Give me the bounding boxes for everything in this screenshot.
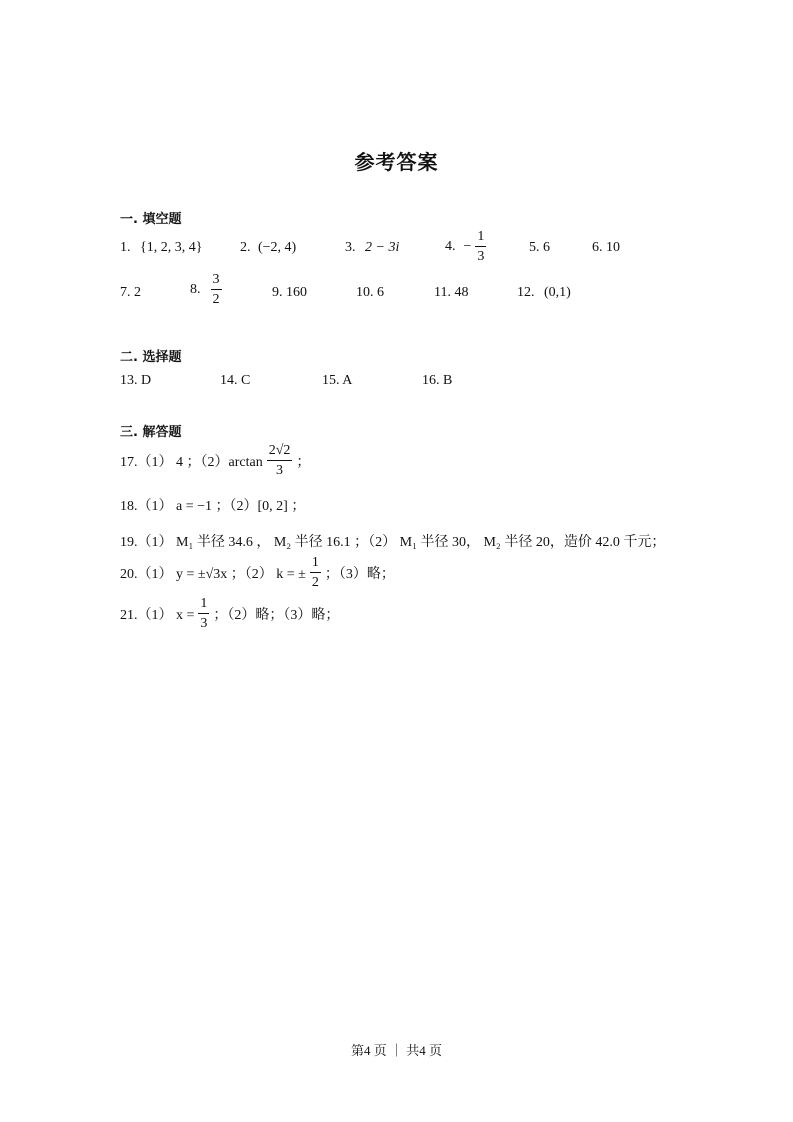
answer-3-number: 3. [345,240,356,255]
answer-4-fraction [475,230,486,264]
answer-12-value: (0,1) [544,285,571,300]
answer-2 [240,240,296,256]
solution-19: 19.（1） M₁ 半径 34.6 ， M₂ 半径 16.1 ；（2） M₁ 半径 30， M₂ 半径 20，造价 42.0 千元； [120,535,666,550]
answer-13: 13. D [120,373,152,388]
answer-12 [517,285,571,301]
answer-15: 15. A [322,373,353,388]
answer-16: 16. B [422,373,453,388]
answer-4 [445,230,488,264]
answer-4-denominator: 3 [477,249,485,264]
answer-3 [345,240,399,256]
solution-20 [120,556,395,590]
section-heading-fill: 一. 填空题 [120,212,182,227]
solution-20-text: 20.（1） y = ±√3x ；（2） k = ± [120,567,306,582]
page-footer: 第4 页 ｜ 共4 页 [350,1043,442,1058]
solution-17-denominator: 3 [276,463,284,478]
solution-21-denominator: 3 [200,616,208,631]
solution-17-numerator: 2√2 [267,444,293,461]
answer-8-numerator: 3 [211,273,222,290]
solution-18: 18.（1） a = −1 ；（2）[0, 2] ； [120,499,306,514]
answer-7: 7. 2 [120,285,141,300]
answer-14: 14. C [220,373,251,388]
answer-2-value: (−2, 4) [258,240,297,255]
section-heading-solve: 三. 解答题 [120,425,182,440]
solution-21-fraction [198,597,209,631]
solution-21 [120,597,339,631]
solution-17-fraction [267,444,293,478]
answer-8-number: 8. [190,282,201,297]
solution-20-numerator: 1 [310,556,321,573]
answer-10: 10. 6 [356,285,384,300]
answer-8-fraction [211,273,222,307]
answer-4-numerator: 1 [475,230,486,247]
answer-8-denominator: 2 [212,292,220,307]
solution-21-numerator: 1 [198,597,209,614]
answer-11: 11. 48 [434,285,469,300]
answer-2-number: 2. [240,240,251,255]
solution-20-denominator: 2 [311,575,319,590]
answer-9: 9. 160 [272,285,307,300]
solution-20-suffix: ；（3）略； [324,567,395,582]
answer-5: 5. 6 [529,240,550,255]
answer-3-value: 2 − 3i [365,240,400,255]
solution-20-fraction [310,556,321,590]
solution-17-suffix: ； [296,455,311,470]
answer-4-sign: − [463,239,472,254]
answer-6: 6. 10 [592,240,620,255]
answer-1 [120,240,202,256]
answer-12-number: 12. [517,285,535,300]
answer-8 [190,273,224,307]
answer-4-number: 4. [445,239,456,254]
solution-21-suffix: ；（2）略；（3）略； [213,608,340,623]
solution-17 [120,444,310,478]
solution-17-text: 17.（1） 4 ；（2）arctan [120,455,263,470]
answer-1-number: 1. [120,240,131,255]
solution-21-text: 21.（1） x = [120,608,195,623]
page-title: 参考答案 [354,150,439,174]
answer-1-value: {1, 2, 3, 4} [140,240,203,255]
section-heading-choice: 二. 选择题 [120,350,182,365]
